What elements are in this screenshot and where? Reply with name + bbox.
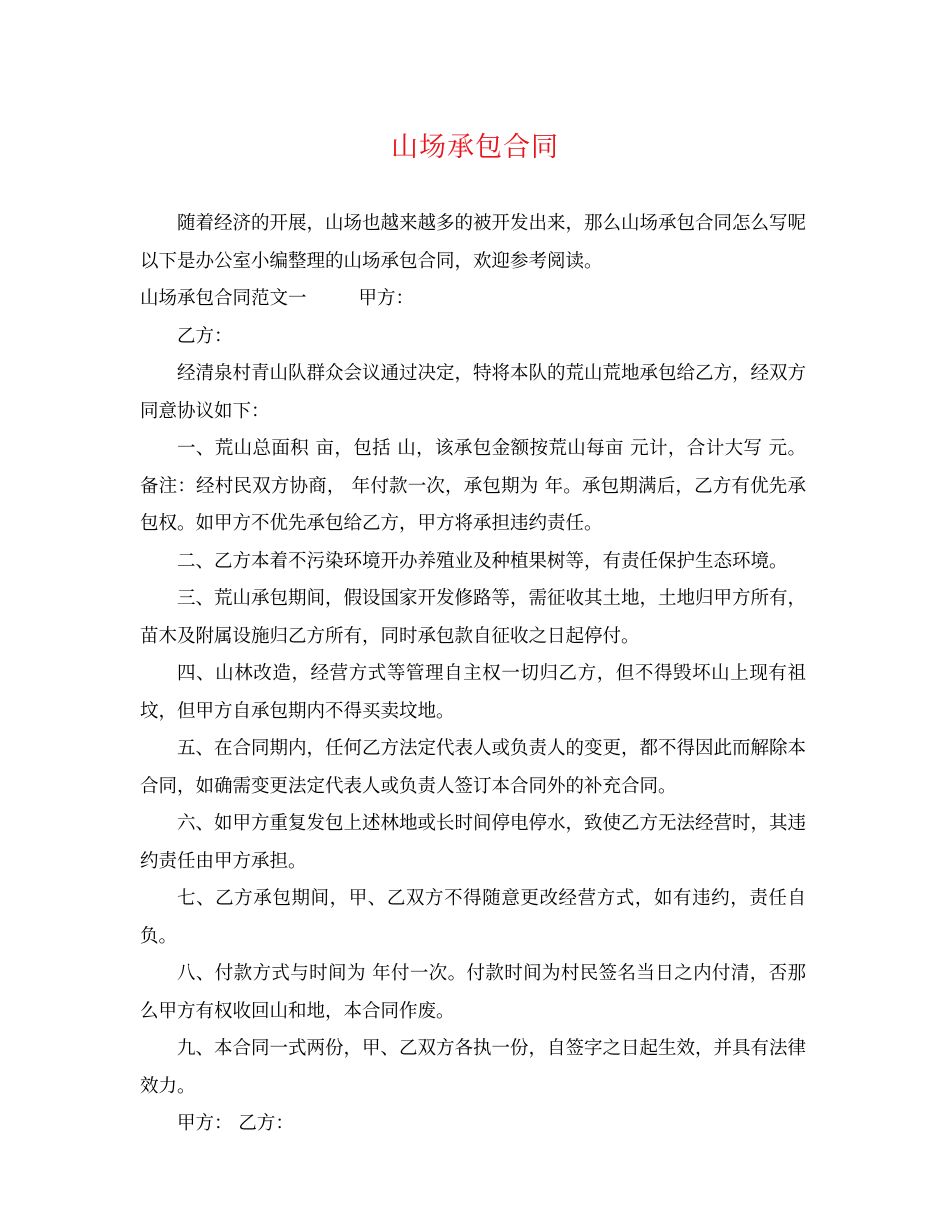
party-a-label: 甲方：	[358, 288, 415, 309]
clause-4: 四、山林改造，经营方式等管理自主权一切归乙方，但不得毁坏山上现有祖坟，但甲方自承包期内不得买卖坟地。	[140, 663, 806, 722]
clause-3: 三、荒山承包期间，假设国家开发修路等，需征收其土地，土地归甲方所有，苗木及附属设施归乙方所有，同时承包款自征收之日起停付。	[140, 588, 807, 647]
clause-8: 八、付款方式与时间为 年付一次。付款时间为村民签名当日之内付清，否那么甲方有权收回山和地，本合同作废。	[140, 963, 806, 1022]
signature-line: 甲方： 乙方：	[177, 1113, 294, 1134]
sample-heading: 山场承包合同范文一	[140, 288, 307, 309]
preamble-paragraph: 经清泉村青山队群众会议通过决定，特将本队的荒山荒地承包给乙方，经双方同意协议如下：	[140, 363, 807, 422]
clause-7: 七、乙方承包期间，甲、乙双方不得随意更改经营方式，如有违约，责任自负。	[140, 888, 806, 947]
clause-1: 一、荒山总面积 亩，包括 山，该承包金额按荒山每亩 元计，合计大写 元。备注：经村民双方协商， 年付款一次，承包期为 年。承包期满后，乙方有优先承包权。如甲方不优先承包给乙方，甲方将承担违约责任。	[140, 438, 806, 534]
document-title: 山场承包合同	[391, 132, 559, 163]
party-b-label: 乙方：	[177, 325, 233, 347]
sample-heading-line	[140, 280, 806, 318]
clause-6: 六、如甲方重复发包上述林地或长时间停电停水，致使乙方无法经营时，其违约责任由甲方承担。	[140, 813, 807, 872]
document-body	[140, 205, 806, 1143]
clause-2: 二、乙方本着不污染环境开办养殖业及种植果树等，有责任保护生态环境。	[177, 550, 788, 572]
clause-9: 九、本合同一式两份，甲、乙双方各执一份，自签字之日起生效，并具有法律效力。	[140, 1038, 807, 1097]
intro-paragraph: 随着经济的开展，山场也越来越多的被开发出来，那么山场承包合同怎么写呢以下是办公室小编整理的山场承包合同，欢迎参考阅读。	[140, 213, 807, 272]
clause-5: 五、在合同期内，任何乙方法定代表人或负责人的变更，都不得因此而解除本合同，如确需变更法定代表人或负责人签订本合同外的补充合同。	[140, 738, 807, 797]
